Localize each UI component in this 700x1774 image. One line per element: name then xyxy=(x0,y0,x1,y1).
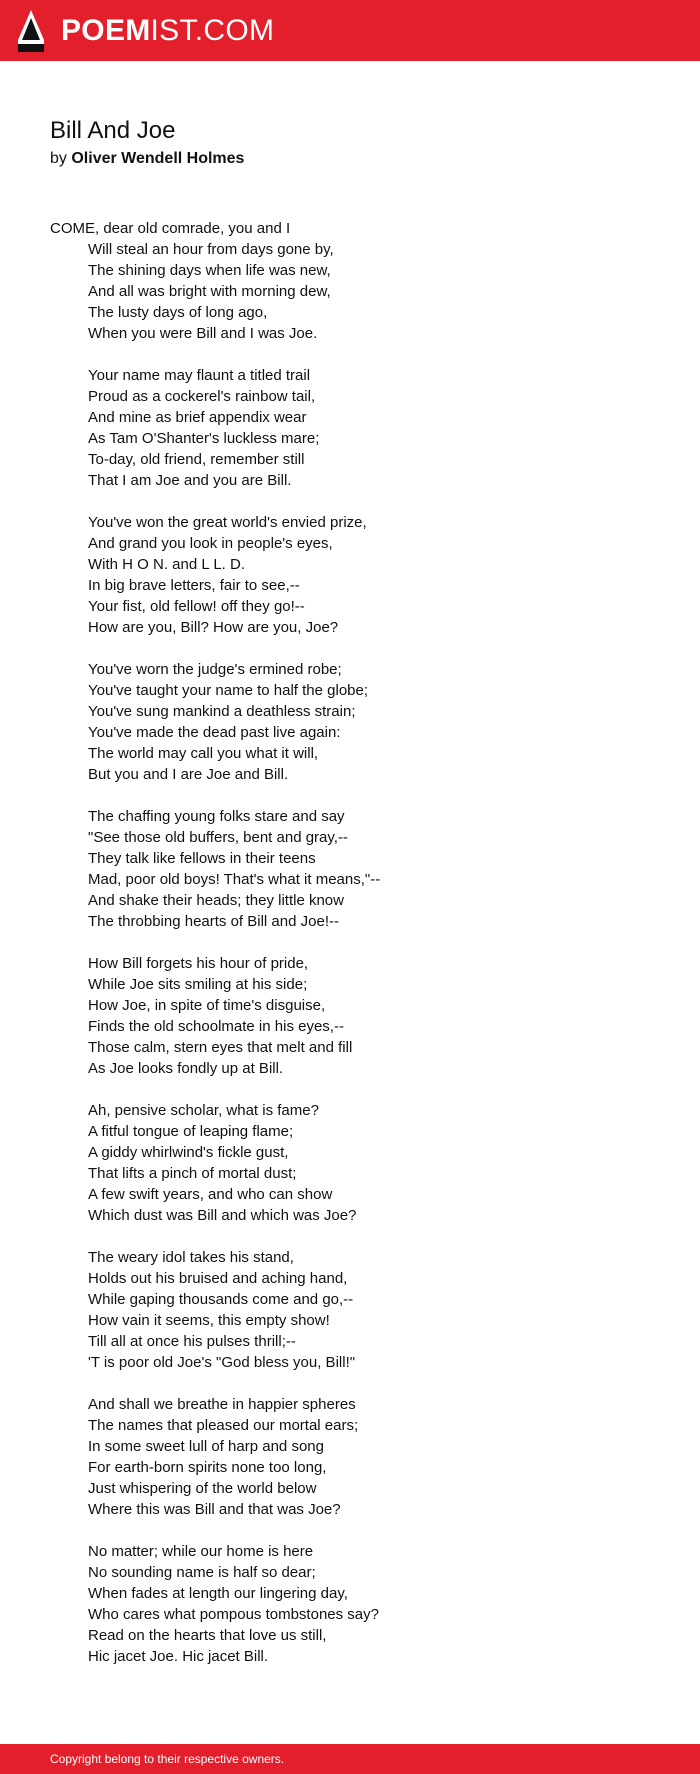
poem-line: When fades at length our lingering day, xyxy=(88,1585,348,1602)
poem-stanza xyxy=(50,365,650,491)
poem-line: Till all at once his pulses thrill;-- xyxy=(88,1333,296,1350)
logo-text-rest: IST.COM xyxy=(150,13,275,47)
poem-line: They talk like fellows in their teens xyxy=(88,850,316,867)
poem-line: Who cares what pompous tombstones say? xyxy=(88,1606,379,1623)
poem-byline xyxy=(50,148,244,170)
poem-line: While Joe sits smiling at his side; xyxy=(88,976,308,993)
site-footer xyxy=(0,1744,700,1774)
poem-line: How Bill forgets his hour of pride, xyxy=(88,955,309,972)
poem-line: When you were Bill and I was Joe. xyxy=(88,325,318,342)
poem-line: Ah, pensive scholar, what is fame? xyxy=(88,1102,319,1119)
poem-stanza xyxy=(50,1541,650,1667)
poem-line: Where this was Bill and that was Joe? xyxy=(88,1501,341,1518)
poem-line: And shake their heads; they little know xyxy=(88,892,344,909)
poem-line: And mine as brief appendix wear xyxy=(88,409,307,426)
poem-stanza xyxy=(50,806,650,932)
poem-line: "See those old buffers, bent and gray,-- xyxy=(88,829,348,846)
poem-line: Proud as a cockerel's rainbow tail, xyxy=(88,388,316,405)
poem-line: Holds out his bruised and aching hand, xyxy=(88,1270,348,1287)
poem-line: Finds the old schoolmate in his eyes,-- xyxy=(88,1018,344,1035)
poem-line: That I am Joe and you are Bill. xyxy=(88,472,292,489)
poem-stanza xyxy=(50,218,650,344)
poem-line: How are you, Bill? How are you, Joe? xyxy=(88,619,339,636)
poem-line: No matter; while our home is here xyxy=(88,1543,314,1560)
poem-line: The shining days when life was new, xyxy=(88,262,331,279)
poem-line: The throbbing hearts of Bill and Joe!-- xyxy=(88,913,339,930)
poem-line: You've sung mankind a deathless strain; xyxy=(88,703,356,720)
poem-line: The names that pleased our mortal ears; xyxy=(88,1417,359,1434)
by-label: by xyxy=(50,150,67,167)
poem-line: With H O N. and L L. D. xyxy=(88,556,245,573)
poem-stanza xyxy=(50,1394,650,1520)
poem-line: Will steal an hour from days gone by, xyxy=(88,241,334,258)
poem-line: And all was bright with morning dew, xyxy=(88,283,331,300)
pen-nib-icon xyxy=(18,10,44,52)
poem-line: Hic jacet Joe. Hic jacet Bill. xyxy=(88,1648,269,1665)
poem-line: Read on the hearts that love us still, xyxy=(88,1627,327,1644)
poem-line: Just whispering of the world below xyxy=(88,1480,317,1497)
poem-line: And grand you look in people's eyes, xyxy=(88,535,333,552)
poem-line: The chaffing young folks stare and say xyxy=(88,808,345,825)
poem-line: In some sweet lull of harp and song xyxy=(88,1438,324,1455)
poem-line: How Joe, in spite of time's disguise, xyxy=(88,997,326,1014)
poem-line: To-day, old friend, remember still xyxy=(88,451,305,468)
poem-line: You've made the dead past live again: xyxy=(88,724,341,741)
poem-line: As Tam O'Shanter's luckless mare; xyxy=(88,430,320,447)
site-logo-link[interactable] xyxy=(18,10,274,52)
poem-line: As Joe looks fondly up at Bill. xyxy=(88,1060,284,1077)
poem-line: You've worn the judge's ermined robe; xyxy=(88,661,342,678)
poem-line: How vain it seems, this empty show! xyxy=(88,1312,330,1329)
poem-line: A fitful tongue of leaping flame; xyxy=(88,1123,294,1140)
poem-title: Bill And Joe xyxy=(50,117,176,144)
poem-line: The weary idol takes his stand, xyxy=(88,1249,294,1266)
poem-line: And shall we breathe in happier spheres xyxy=(88,1396,356,1413)
poem-line: That lifts a pinch of mortal dust; xyxy=(88,1165,297,1182)
poem-stanza xyxy=(50,953,650,1079)
poem-author: Oliver Wendell Holmes xyxy=(71,150,245,167)
poem-line: Mad, poor old boys! That's what it means,"-- xyxy=(88,871,381,888)
poem-stanza xyxy=(50,512,650,638)
poem-line: The lusty days of long ago, xyxy=(88,304,268,321)
poem-line: While gaping thousands come and go,-- xyxy=(88,1291,354,1308)
poem-stanza xyxy=(50,1247,650,1373)
site-header xyxy=(0,0,700,61)
poem-line: You've won the great world's envied prize, xyxy=(88,514,367,531)
copyright-text: Copyright belong to their respective owners. xyxy=(50,1752,285,1766)
poem-line: For earth-born spirits none too long, xyxy=(88,1459,327,1476)
poem-line: A few swift years, and who can show xyxy=(88,1186,333,1203)
poem-stanza xyxy=(50,659,650,785)
poem-body xyxy=(50,218,650,1688)
poem-stanza xyxy=(50,1100,650,1226)
poem-line: You've taught your name to half the globe; xyxy=(88,682,369,699)
site-logo-text xyxy=(61,13,275,47)
poem-line: The world may call you what it will, xyxy=(88,745,319,762)
poem-line: Those calm, stern eyes that melt and fill xyxy=(88,1039,353,1056)
poem-line: A giddy whirlwind's fickle gust, xyxy=(88,1144,289,1161)
poem-line: Your name may flaunt a titled trail xyxy=(88,367,311,384)
poem-line: In big brave letters, fair to see,-- xyxy=(88,577,300,594)
poem-line: 'T is poor old Joe's "God bless you, Bill!" xyxy=(88,1354,356,1371)
poem-line: But you and I are Joe and Bill. xyxy=(88,766,289,783)
poem-line: COME, dear old comrade, you and I xyxy=(50,220,291,237)
logo-text-strong: POEM xyxy=(61,13,151,47)
poem-line: Your fist, old fellow! off they go!-- xyxy=(88,598,305,615)
poem-line: Which dust was Bill and which was Joe? xyxy=(88,1207,357,1224)
poem-line: No sounding name is half so dear; xyxy=(88,1564,316,1581)
